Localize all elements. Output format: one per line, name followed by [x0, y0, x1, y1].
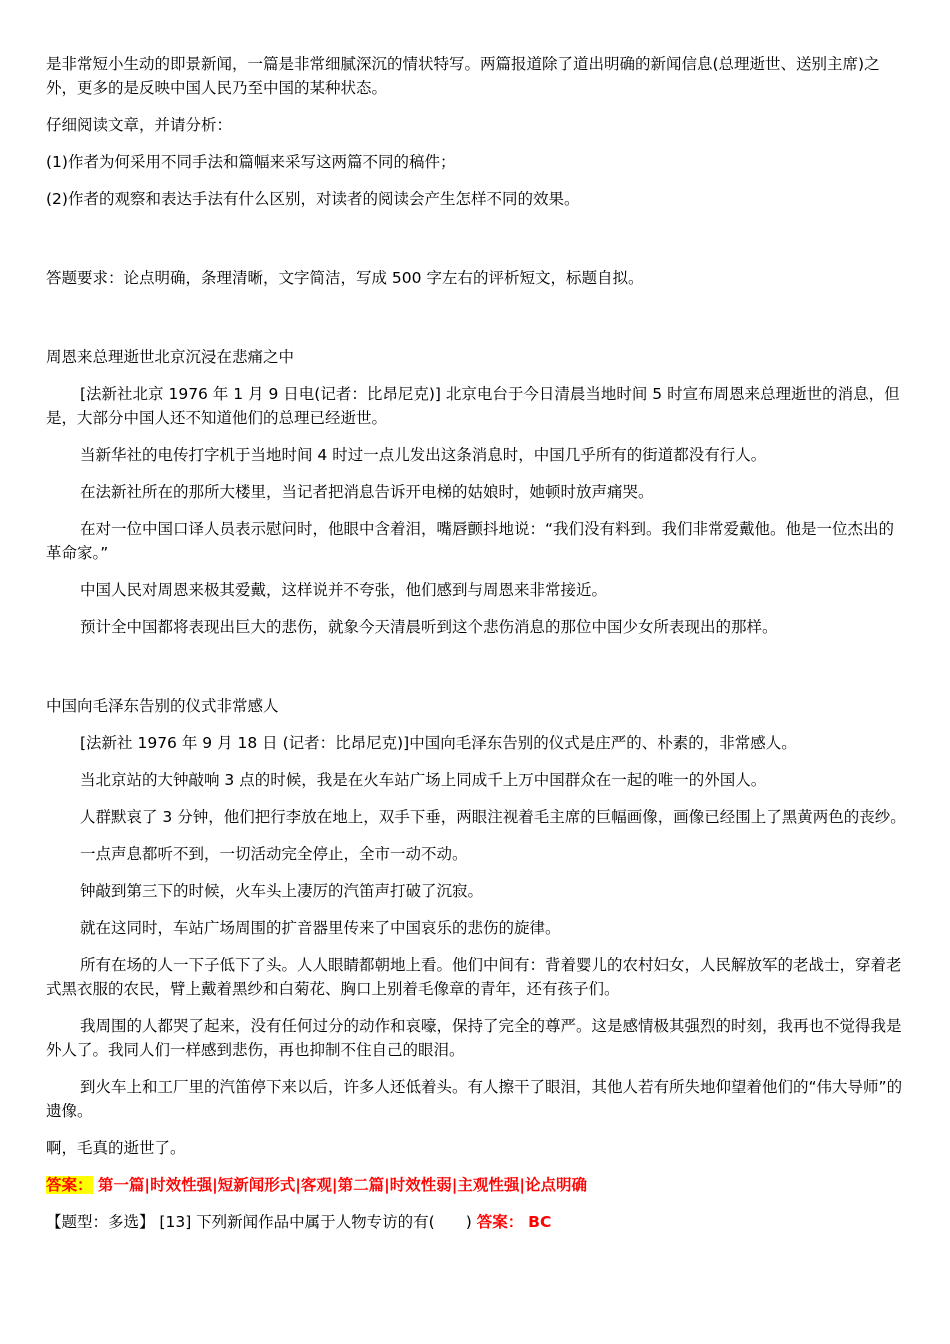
intro-paragraph: 是非常短小生动的即景新闻，一篇是非常细腻深沉的情状特写。两篇报道除了道出明确的新闻信息(总理逝世、送别主席)之外，更多的是反映中国人民乃至中国的某种状态。 — [46, 55, 880, 97]
question-2: (2)作者的观察和表达手法有什么区别，对读者的阅读会产生怎样不同的效果。 — [46, 190, 580, 208]
article-2-closing: 啊，毛真的逝世了。 — [46, 1139, 186, 1157]
answer-line — [46, 1173, 906, 1197]
next-question-answer-label: 答案： — [476, 1213, 524, 1231]
instruction-text: 仔细阅读文章，并请分析： — [46, 116, 233, 134]
article-1-paragraph: [法新社北京 1976 年 1 月 9 日电(记者：比昂尼克)] 北京电台于今日清晨当地时间 5 时宣布周恩来总理逝世的消息，但是，大部分中国人还不知道他们的总理已经逝世。 — [46, 385, 900, 427]
answer-requirements: 答题要求：论点明确，条理清晰，文字简洁，写成 500 字左右的评析短文，标题自拟。 — [46, 269, 644, 287]
answer-label: 答案： — [46, 1176, 93, 1194]
article-2-title: 中国向毛泽东告别的仪式非常感人 — [46, 697, 279, 715]
article-1-paragraph: 预计全中国都将表现出巨大的悲伤，就象今天清晨听到这个悲伤消息的那位中国少女所表现出的那样。 — [80, 618, 778, 636]
article-2-paragraph: [法新社 1976 年 9 月 18 日 (记者：比昂尼克)]中国向毛泽东告别的仪式是庄严的、朴素的，非常感人。 — [80, 734, 797, 752]
article-2-paragraph: 所有在场的人一下子低下了头。人人眼睛都朝地上看。他们中间有：背着婴儿的农村妇女，人民解放军的老战士，穿着老式黑衣服的农民，臂上戴着黑纱和白菊花、胸口上别着毛像章的青年，还有孩子们。 — [46, 956, 902, 998]
article-2-paragraph: 一点声息都听不到，一切活动完全停止，全市一动不动。 — [80, 845, 468, 863]
article-2-paragraph: 就在这同时，车站广场周围的扩音器里传来了中国哀乐的悲伤的旋律。 — [80, 919, 561, 937]
article-2-paragraph: 当北京站的大钟敲响 3 点的时候，我是在火车站广场上同成千上万中国群众在一起的唯一的外国人。 — [80, 771, 767, 789]
next-question-text: 【题型：多选】 [13] 下列新闻作品中属于人物专访的有( ) — [46, 1213, 472, 1231]
article-1-paragraph: 在法新社所在的那所大楼里，当记者把消息告诉开电梯的姑娘时，她顿时放声痛哭。 — [80, 483, 654, 501]
article-2-paragraph: 我周围的人都哭了起来，没有任何过分的动作和哀嚎，保持了完全的尊严。这是感情极其强烈的时刻，我再也不觉得我是外人了。我同人们一样感到悲伤，再也抑制不住自己的眼泪。 — [46, 1017, 902, 1059]
document-page — [46, 52, 906, 1247]
article-2-paragraph: 人群默哀了 3 分钟，他们把行李放在地上，双手下垂，两眼注视着毛主席的巨幅画像，画像已经围上了黑黄两色的丧纱。 — [80, 808, 906, 826]
article-1-title: 周恩来总理逝世北京沉浸在悲痛之中 — [46, 348, 295, 366]
article-2-paragraph: 到火车上和工厂里的汽笛停下来以后，许多人还低着头。有人擦干了眼泪，其他人若有所失地仰望着他们的“伟大导师”的遗像。 — [46, 1078, 903, 1120]
next-question — [46, 1210, 906, 1234]
next-question-answer-value: BC — [528, 1213, 552, 1231]
answer-text: 第一篇|时效性强|短新闻形式|客观|第二篇|时效性弱|主观性强|论点明确 — [97, 1176, 588, 1194]
article-2-paragraph: 钟敲到第三下的时候，火车头上凄厉的汽笛声打破了沉寂。 — [80, 882, 484, 900]
article-1-paragraph: 中国人民对周恩来极其爱戴，这样说并不夸张，他们感到与周恩来非常接近。 — [80, 581, 608, 599]
article-1-paragraph: 当新华社的电传打字机于当地时间 4 时过一点儿发出这条消息时，中国几乎所有的街道都没有行人。 — [80, 446, 767, 464]
article-1-paragraph: 在对一位中国口译人员表示慰问时，他眼中含着泪，嘴唇颤抖地说：“我们没有料到。我们非常爱戴他。他是一位杰出的革命家。” — [46, 520, 895, 562]
question-1: (1)作者为何采用不同手法和篇幅来采写这两篇不同的稿件； — [46, 153, 456, 171]
